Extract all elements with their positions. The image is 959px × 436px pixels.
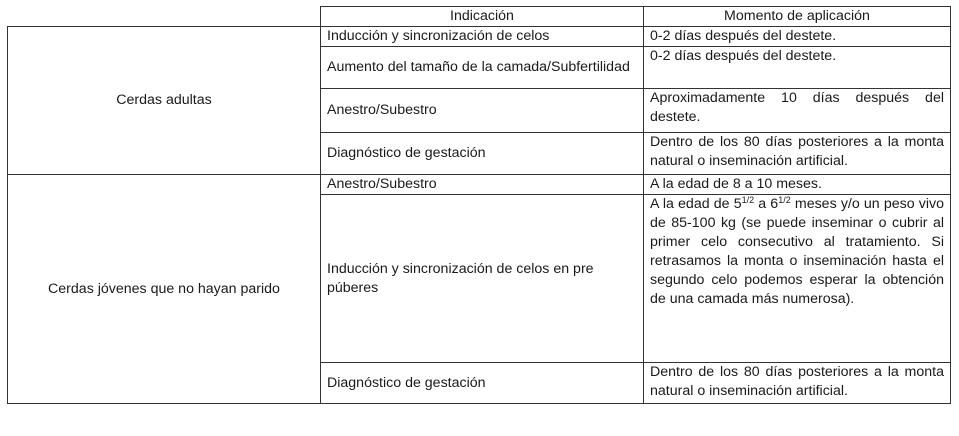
header-moment: Momento de aplicación <box>644 7 951 27</box>
table-row <box>8 27 951 47</box>
indication-cell: Aumento del tamaño de la camada/Subfertilidad <box>321 47 644 89</box>
moment-middle: a 6 <box>754 196 779 212</box>
header-blank-cell <box>8 7 321 27</box>
moment-cell <box>644 195 951 363</box>
application-table <box>7 6 951 404</box>
moment-cell: A la edad de 8 a 10 meses. <box>644 175 951 195</box>
moment-cell: Dentro de los 80 días posteriores a la monta natural o inseminación artificial. <box>644 363 951 404</box>
moment-cell: Dentro de los 80 días posteriores a la monta natural o inseminación artificial. <box>644 133 951 175</box>
indication-cell: Diagnóstico de gestación <box>321 133 644 175</box>
moment-suffix: meses y/o un peso vivo de 85-100 kg (se puede inseminar o cubrir al primer celo consecutivo al tratamiento. Si retrasamos la monta o inseminación hasta el segundo celo podemos esperar la obtención de una camada más numerosa). <box>650 196 944 307</box>
moment-cell: Aproximadamente 10 días después del destete. <box>644 89 951 133</box>
group-label-young-sows: Cerdas jóvenes que no hayan parido <box>8 175 321 404</box>
moment-cell: 0-2 días después del destete. <box>644 47 951 89</box>
group-label-adult-sows: Cerdas adultas <box>8 27 321 175</box>
indication-cell: Inducción y sincronización de celos en pre púberes <box>321 195 644 363</box>
table-header-row <box>8 7 951 27</box>
header-indication: Indicación <box>321 7 644 27</box>
fraction-superscript: 1/2 <box>778 195 791 205</box>
indication-cell: Anestro/Subestro <box>321 175 644 195</box>
moment-prefix: A la edad de 5 <box>650 196 742 212</box>
indication-cell: Inducción y sincronización de celos <box>321 27 644 47</box>
indication-cell: Anestro/Subestro <box>321 89 644 133</box>
moment-cell: 0-2 días después del destete. <box>644 27 951 47</box>
table-row <box>8 175 951 195</box>
indication-cell: Diagnóstico de gestación <box>321 363 644 404</box>
fraction-superscript: 1/2 <box>741 195 755 205</box>
